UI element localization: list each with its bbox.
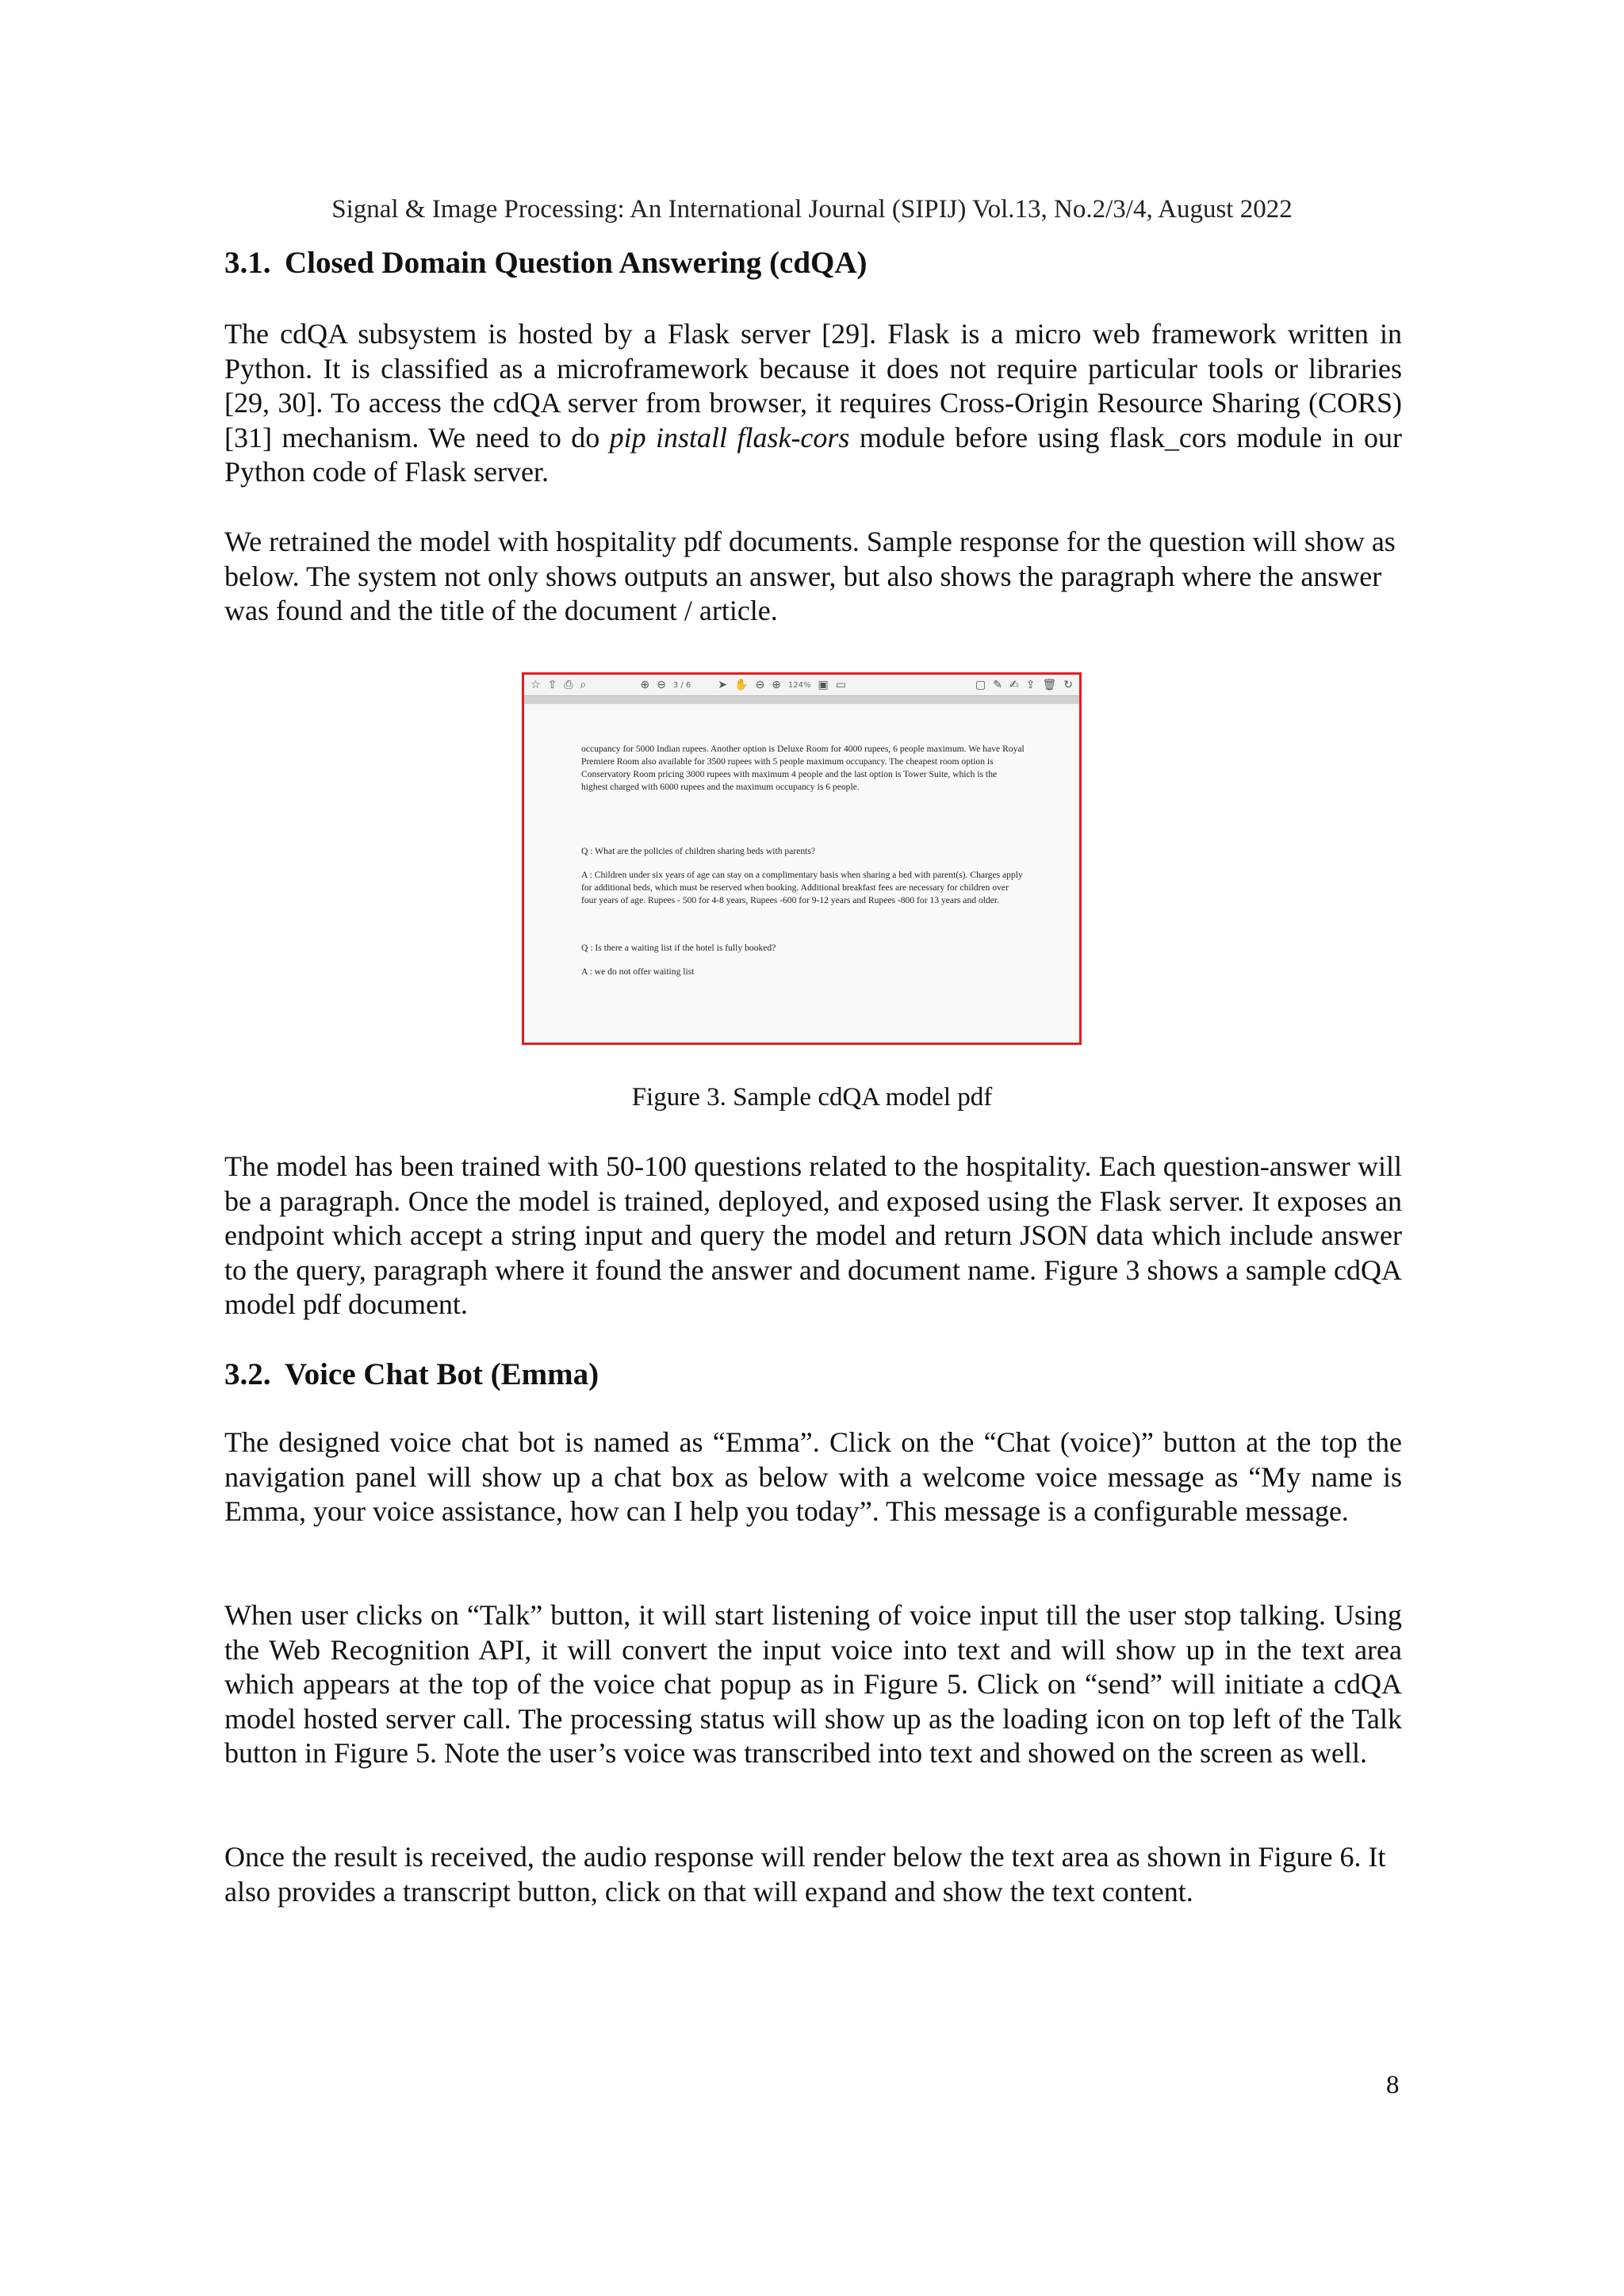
- fit-icon[interactable]: ▣: [818, 679, 829, 691]
- section-title: Voice Chat Bot (Emma): [285, 1357, 599, 1391]
- paragraph-text: Once the result is received, the audio response will render below the text area as shown in Figure 6. It also provides a transcript button, click on that will expand and show the text content.: [224, 1841, 1386, 1908]
- paragraph-text: When user clicks on “Talk” button, it will start listening of voice input till the user stop talking. Using the Web Recognition API, it will convert the input voice into text and will show up in the text area which appears at the top of the voice chat popup as in Figure 5. Click on “send” will initiate a cdQA model hosted server call. The processing status will show up as the loading icon on top left of the Talk button in Figure 5. Note the user’s voice was transcribed into text and showed on the screen as well.: [224, 1599, 1402, 1770]
- paragraph-talk: [224, 1598, 1402, 1771]
- upload-icon[interactable]: ⇧: [547, 679, 557, 691]
- section-3-1-heading: [224, 244, 1402, 282]
- zoom-level[interactable]: 124%: [787, 680, 811, 690]
- paragraph-text: The designed voice chat bot is named as “Emma”. Click on the “Chat (voice)” button at the top the navigation panel will show up a chat box as below with a welcome voice message as “My name is Emma, your voice assistance, how can I help you today”. This message is a configurable message.: [224, 1426, 1402, 1528]
- toolbar-divider: [524, 695, 1079, 704]
- paragraph-retrained: [224, 525, 1402, 629]
- paragraph-text: The cdQA subsystem is hosted by a Flask server [29]. Flask is a micro web framework written in Python. It is classified as a microframework because it does not require particular tools or libraries [29, 30]. To access the cdQA server from browser, it requires Cross-Origin Resource Sharing (CORS) [31] mechanism. We need to do: [224, 318, 1402, 453]
- doc-question: Q : What are the policies of children sharing beds with parents?: [581, 846, 816, 856]
- section-number: 3.1.: [224, 246, 271, 280]
- pdf-document-view: [524, 711, 1079, 1043]
- running-header: Signal & Image Processing: An International Journal (SIPIJ) Vol.13, No.2/3/4, August 2022: [331, 195, 1293, 224]
- paragraph-cdqa-intro: [224, 317, 1402, 490]
- paragraph-text: We retrained the model with hospitality pdf documents. Sample response for the question will show as below. The system not only shows outputs an answer, but also shows the paragraph where the answer was found and the title of the document / article.: [224, 526, 1396, 627]
- down-icon[interactable]: ⊖: [657, 679, 666, 691]
- pdf-viewer-toolbar: [524, 675, 1079, 695]
- pen-icon[interactable]: ✎: [993, 679, 1003, 691]
- inline-code-italic: pip install flask-cors: [609, 421, 850, 453]
- doc-question: Q : Is there a waiting list if the hotel is fully booked?: [581, 943, 776, 953]
- section-3-2-heading: [224, 1356, 1402, 1394]
- paragraph-text: module before using flask_cors module in our Python code of Flask server.: [224, 421, 1403, 488]
- zoom-out-icon[interactable]: ⊖: [755, 679, 765, 691]
- page-indicator: 3 / 6: [672, 680, 691, 690]
- paragraph-emma: [224, 1425, 1402, 1529]
- paragraph-text: The model has been trained with 50-100 questions related to the hospitality. Each question-answer will be a paragraph. Once the model is trained, deployed, and exposed using the Flask server. It exposes an endpoint which accept a string input and query the model and return JSON data which include answer to the query, paragraph where it found the answer and document name. Figure 3 shows a sample cdQA model pdf document.: [224, 1150, 1402, 1321]
- figure-caption: Figure 3. Sample cdQA model pdf: [631, 1083, 993, 1112]
- doc-paragraph: occupancy for 5000 Indian rupees. Another option is Deluxe Room for 4000 rupees, 6 people maximum. We have Royal Premiere Room also available for 3500 rupees with 5 people maximum occupancy. The cheapest room option is Conservatory Room pricing 3000 rupees with maximum 4 people and the last option is Tower Suite, which is the highest charged with 6000 rupees and the maximum occupancy is 6 people.: [581, 744, 1025, 792]
- section-title: Closed Domain Question Answering (cdQA): [285, 246, 868, 280]
- paragraph-result: [224, 1840, 1402, 1909]
- cursor-icon[interactable]: ➤: [718, 679, 727, 691]
- trash-icon[interactable]: 🗑: [1042, 679, 1057, 691]
- doc-answer-partial: A : we do not offer waiting list: [581, 966, 695, 977]
- section-number: 3.2.: [224, 1357, 271, 1391]
- page-number: 8: [1386, 2071, 1400, 2099]
- sign-icon[interactable]: ✍: [1009, 679, 1019, 691]
- star-icon[interactable]: ☆: [530, 679, 541, 691]
- hand-icon[interactable]: ✋: [734, 679, 749, 691]
- doc-answer: A : Children under six years of age can stay on a complimentary basis when sharing a bed with parent(s). Charges apply for additional beds, which must be reserved when booking. Additional breakfast fees are necessary for children over four years of age. Rupees - 500 for 4-8 years, Rupees -600 for 9-12 years and Rupees -800 for 13 years and older.: [581, 870, 1023, 905]
- print-icon[interactable]: ⎙: [564, 679, 573, 691]
- rotate-icon[interactable]: ↻: [1063, 679, 1073, 691]
- up-icon[interactable]: ⊕: [640, 679, 650, 691]
- search-icon[interactable]: ⌕: [580, 679, 587, 691]
- comment-icon[interactable]: ▢: [975, 679, 986, 691]
- paragraph-model-trained: [224, 1150, 1402, 1322]
- highlight-icon[interactable]: ▭: [835, 679, 846, 691]
- share-icon[interactable]: ⇪: [1025, 679, 1036, 691]
- figure-3-screenshot: [522, 672, 1082, 1045]
- zoom-in-icon[interactable]: ⊕: [772, 679, 781, 691]
